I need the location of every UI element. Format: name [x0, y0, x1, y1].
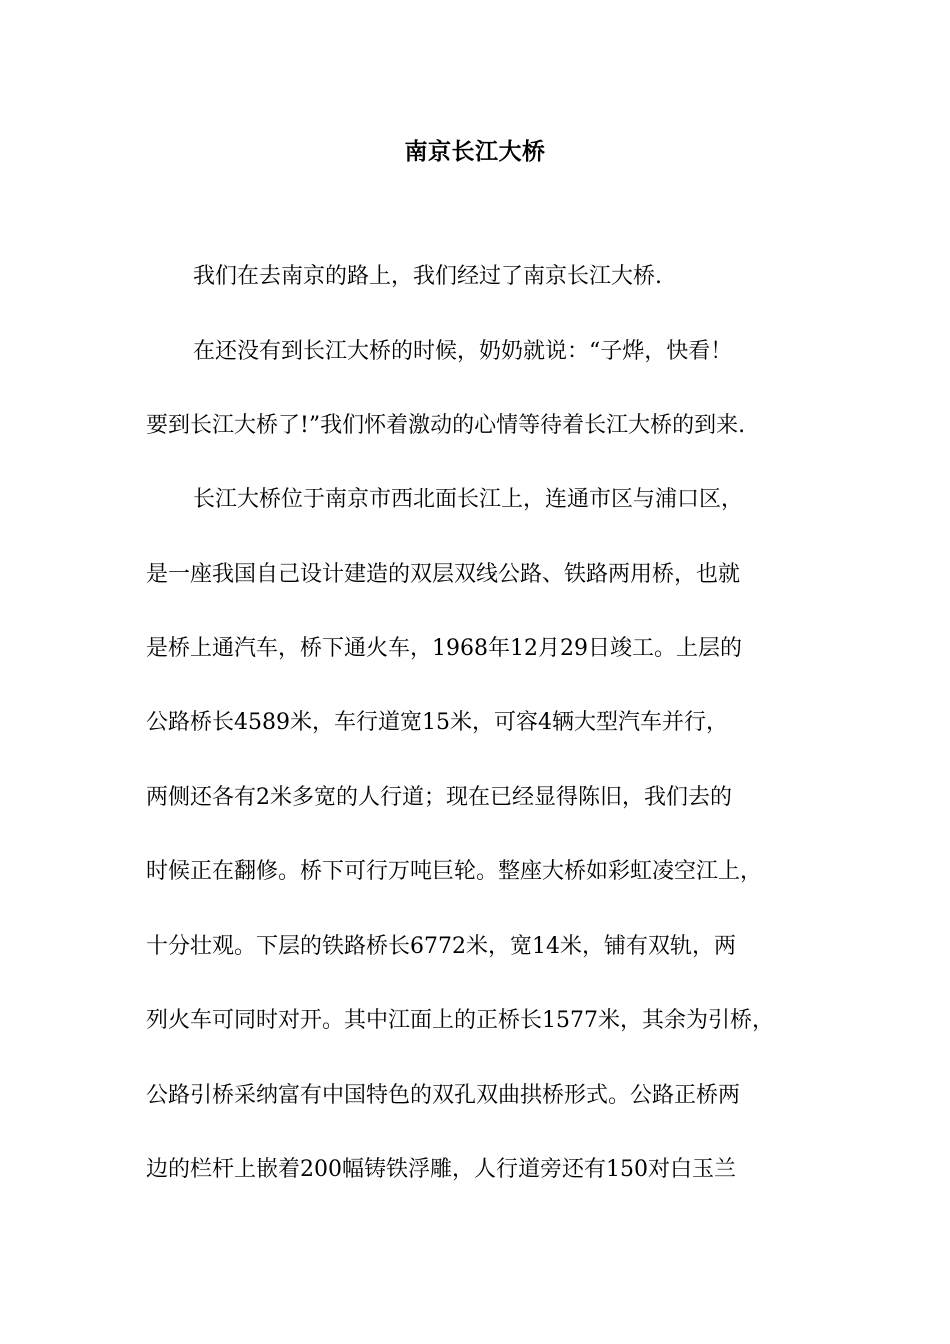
paragraph-line: 公路桥长4589米，车行道宽15米，可容4辆大型汽车并行，: [146, 710, 728, 735]
paragraph-line: 公路引桥采纳富有中国特色的双孔双曲拱桥形式。公路正桥两: [146, 1083, 741, 1108]
paragraph-line: 长江大桥位于南京市西北面长江上，连通市区与浦口区，: [193, 487, 744, 512]
paragraph-line: 边的栏杆上嵌着200幅铸铁浮雕，人行道旁还有150对白玉兰: [146, 1157, 736, 1182]
paragraph-line: 是一座我国自己设计建造的双层双线公路、铁路两用桥，也就: [146, 562, 741, 587]
paragraph-line: 是桥上通汽车，桥下通火车，1968年12月29日竣工。上层的: [146, 636, 742, 661]
paragraph-line: 在还没有到长江大桥的时候，奶奶就说：“子烨，快看！: [193, 339, 733, 364]
paragraph-line: 两侧还各有2米多宽的人行道；现在已经显得陈旧，我们去的: [146, 785, 732, 810]
paragraph-line: 十分壮观。下层的铁路桥长6772米，宽14米，铺有双轨，两: [146, 934, 736, 959]
paragraph-line: 时候正在翻修。桥下可行万吨巨轮。整座大桥如彩虹凌空江上，: [146, 859, 763, 884]
paragraph-line: 要到长江大桥了!”我们怀着激动的心情等待着长江大桥的到来.: [146, 413, 746, 438]
paragraph-line: 我们在去南京的路上，我们经过了南京长江大桥.: [193, 264, 662, 289]
paragraph-line: 列火车可同时对开。其中江面上的正桥长1577米，其余为引桥，: [146, 1008, 774, 1033]
document-title: 南京长江大桥: [404, 138, 546, 165]
